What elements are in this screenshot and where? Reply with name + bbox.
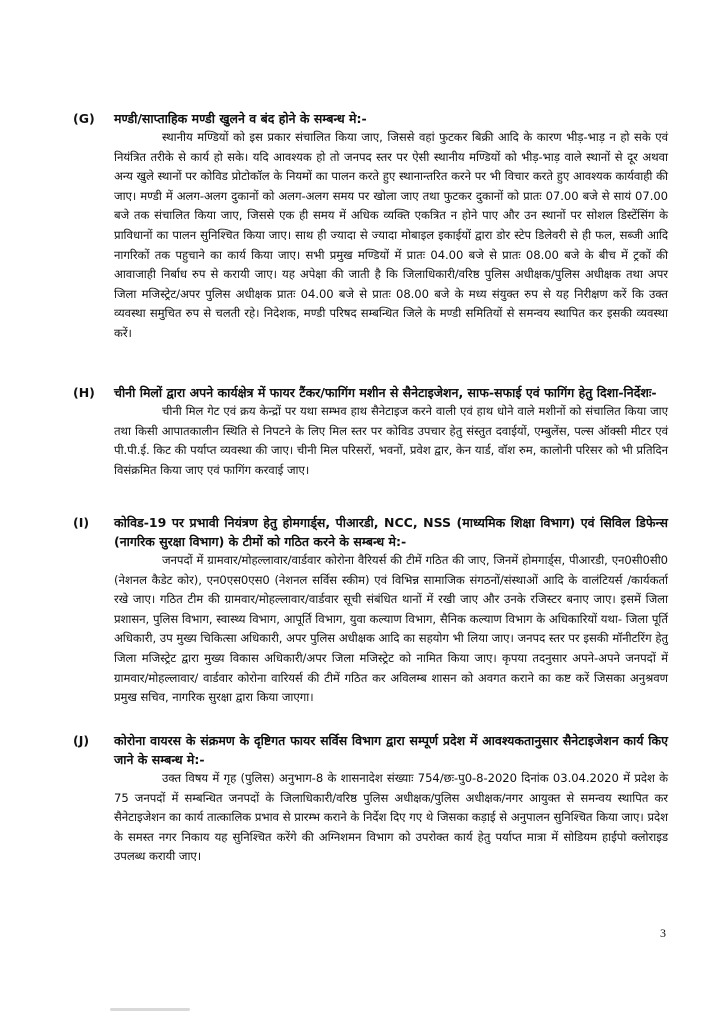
scan-mark [110, 1008, 190, 1011]
section-body: जनपदों में ग्रामवार/मोहल्लावार/वार्डवार कोरोना वैरियर्स की टीमें गठित की जाए, जिनमें होमगार्ड्स, पीआरडी, एन0सी0सी0 (नेशनल कैडेट कोर), एन0एस0एस0 (नेशनल सर्विस स्कीम) एवं विभिन्न सामाजिक संगठनों/संस्थाओं आदि के वालंटियर्स /कार्यकर्ता रखे जाए। गठित टीम की ग्रामवार/मोहल्लावार/वार्डवार सूची संबंधित थानों में रखी जाए और उनके रजिस्टर बनाए जाए। इसमें जिला प्रशासन, पुलिस विभाग, स्वास्थ्य विभाग, आपूर्ति विभाग, युवा कल्याण विभाग, सैनिक कल्याण विभाग के अधिकारियों यथा- जिला पूर्ति अधिकारी, उप मुख्य चिकित्सा अधिकारी, अपर पुलिस अधीक्षक आदि का सहयोग भी लिया जाए। जनपद स्तर पर इसकी मॉनीटरिंग हेतु जिला मजिस्ट्रेट द्वारा मुख्य विकास अधिकारी/अपर जिला मजिस्ट्रेट को नामित किया जाए। कृपया तदनुसार अपने-अपने जनपदों में ग्रामवार/मोहल्लावार/ वार्डवार कोरोना वारियर्स की टीमें गठित कर अविलम्ब शासन को अवगत कराने का कष्ट करें जिसका अनुश्रवण प्रमुख सचिव, नागरिक सुरक्षा द्वारा किया जाएगा। [114, 553, 668, 705]
section-h [73, 383, 668, 480]
section-label: (J) [73, 733, 90, 748]
section-heading: कोरोना वायरस के संक्रमण के दृष्टिगत फायर सर्विस विभाग द्वारा सम्पूर्ण प्रदेश में आवश्यकतानुसार सैनेटाइजेशन कार्य किए जाने के सम्बन्ध मे:- [114, 733, 668, 767]
section-i [73, 513, 668, 708]
section-heading: चीनी मिलों द्वारा अपने कार्यक्षेत्र में फायर टैंकर/फागिंग मशीन से सैनेटाइजेशन, साफ-सफाई एवं फागिंग हेतु दिशा-निर्देशः- [114, 385, 657, 400]
section-g [73, 109, 668, 344]
section-label: (I) [73, 515, 90, 530]
section-body: स्थानीय मण्डियों को इस प्रकार संचालित किया जाए, जिससे वहां फुटकर बिक्री आदि के कारण भीड़-भाड़ न हो सके एवं नियंत्रित तरीके से कार्य हो सके। यदि आवश्यक हो तो जनपद स्तर पर ऐसी स्थानीय मण्डियों को भीड़-भाड़ वाले स्थानों से दूर अथवा अन्य खुले स्थानों पर कोविड प्रोटोकॉल के नियमों का पालन करते हुए स्थानान्तरित करने पर भी विचार करते हुए आवश्यक कार्यवाही की जाए। मण्डी में अलग-अलग दुकानों को अलग-अलग समय पर खोला जाए तथा फुटकर दुकानों को प्रातः 07.00 बजे से सायं 07.00 बजे तक संचालित किया जाए, जिससे एक ही समय में अधिक व्यक्ति एकत्रित न होने पाए और उन स्थानों पर सोशल डिस्टेंसिंग के प्राविधानों का पालन सुनिश्चित किया जाए। साथ ही ज्यादा से ज्यादा मोबाइल इकाईयों द्वारा डोर स्टेप डिलेवरी से ही फल, सब्जी आदि नागरिकों तक पहुचाने का कार्य किया जाए। सभी प्रमुख मण्डियों में प्रातः 04.00 बजे से प्रातः 08.00 बजे के बीच में ट्रकों की आवाजाही निर्बाध रुप से करायी जाए। यह अपेक्षा की जाती है कि जिलाधिकारी/वरिष्ठ पुलिस अधीक्षक/पुलिस अधीक्षक तथा अपर जिला मजिस्ट्रेट/अपर पुलिस अधीक्षक प्रातः 04.00 बजे से प्रातः 08.00 बजे के मध्य संयुक्त रुप से यह निरीक्षण करें कि उक्त व्यवस्था समुचित रुप से चलती रहे। निदेशक, मण्डी परिषद सम्बन्धित जिले के मण्डी समितियों से समन्वय स्थापित कर इसकी व्यवस्था करें। [114, 130, 668, 340]
section-label: (H) [73, 385, 95, 400]
section-j [73, 731, 668, 867]
section-heading: कोविड-19 पर प्रभावी नियंत्रण हेतु होमगार्ड्स, पीआरडी, NCC, NSS (माध्यमिक शिक्षा विभाग) एवं सिविल डिफेन्स (नागरिक सुरक्षा विभाग) के टीमों को गठित करने के सम्बन्ध मे:- [114, 515, 668, 549]
section-label: (G) [73, 111, 95, 126]
section-body: चीनी मिल गेट एवं क्रय केन्द्रों पर यथा सम्भव हाथ सैनेटाइज करने वाली एवं हाथ धोने वाले मशीनों को संचालित किया जाए तथा किसी आपातकालीन स्थिति से निपटने के लिए मिल स्तर पर कोविड उपचार हेतु संस्तुत दवाईयों, एम्बुलेंस, पल्स ऑक्सी मीटर एवं पी.पी.ई. किट की पर्याप्त व्यवस्था की जाए। चीनी मिल परिसरों, भवनों, प्रवेश द्वार, केन यार्ड, वॉश रुम, कालोनी परिसर को भी प्रतिदिन विसंक्रमित किया जाए एवं फागिंग करवाई जाए। [114, 404, 668, 477]
section-body: उक्त विषय में गृह (पुलिस) अनुभाग-8 के शासनादेश संख्याः 754/छः-पु0-8-2020 दिनांक 03.04.2020 में प्रदेश के 75 जनपदों में सम्बन्धित जनपदों के जिलाधिकारी/वरिष्ठ पुलिस अधीक्षक/पुलिस अधीक्षक/नगर आयुक्त से समन्वय स्थापित कर सैनेटाइजेशन का कार्य तात्कालिक प्रभाव से प्रारम्भ कराने के निर्देश दिए गए थे जिसका कड़ाई से अनुपालन सुनिश्चित किया जाए। प्रदेश के समस्त नगर निकाय यह सुनिश्चित करेंगे की अग्निशमन विभाग को उपरोक्त कार्य हेतु पर्याप्त मात्रा में सोडियम हाईपो क्लोराइड उपलब्ध करायी जाए। [114, 771, 668, 864]
section-heading: मण्डी/साप्ताहिक मण्डी खुलने व बंद होने के सम्बन्ध मे:- [114, 111, 367, 126]
page-number: 3 [660, 926, 666, 940]
